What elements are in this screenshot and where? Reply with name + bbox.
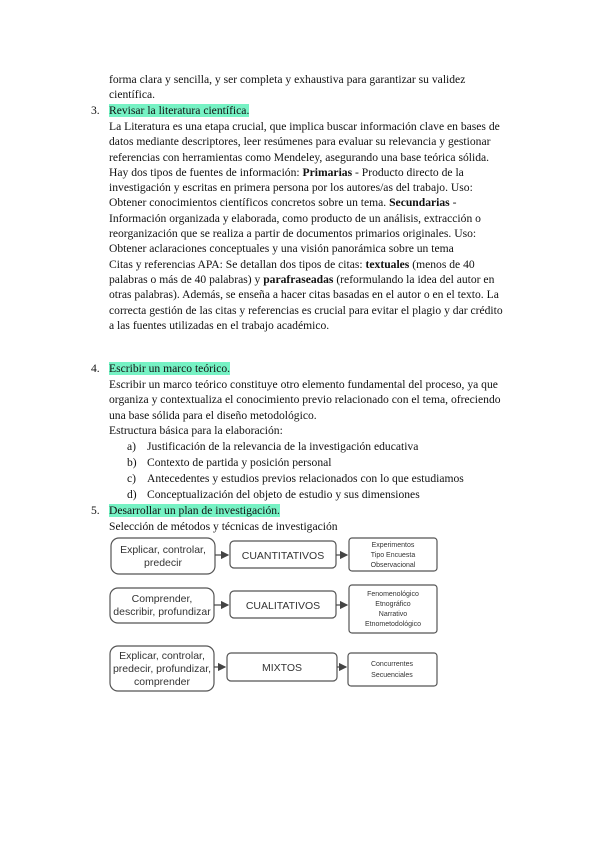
design-text: Etnográfico xyxy=(375,601,411,608)
text-line: Escribir un marco teórico constituye otro elemento fundamental del proceso, ya que xyxy=(109,378,498,391)
secundarias-term: Secundarias xyxy=(389,196,450,210)
text-line: Hay dos tipos de fuentes de información: Primarias - Producto directo de la xyxy=(109,165,464,179)
design-text: Experimentos xyxy=(371,542,415,549)
purpose-text: Explicar, controlar, xyxy=(120,544,206,556)
section-5-title: Desarrollar un plan de investigación. xyxy=(109,504,280,517)
section-4-heading xyxy=(109,361,230,376)
section-5-number: 5. xyxy=(91,504,100,517)
text-line: Citas y referencias APA: Se detallan dos tipos de citas: textuales (menos de 40 xyxy=(109,257,475,271)
design-text: Observacional xyxy=(370,562,416,569)
diagram-row-mixed xyxy=(110,646,437,691)
list-item: d) Conceptualización del objeto de estudio y sus dimensiones xyxy=(127,488,420,501)
section-3-heading xyxy=(109,103,249,118)
section-4-title: Escribir un marco teórico. xyxy=(109,362,231,375)
primarias-term: Primarias xyxy=(302,165,353,179)
text-line: palabras o más de 40 palabras) y parafraseadas (reformulando la idea del autor en xyxy=(109,272,495,286)
section-4-number: 4. xyxy=(91,362,100,375)
section-5-heading xyxy=(109,503,280,518)
design-text: Secuenciales xyxy=(371,672,413,679)
text-line: a las fuentes utilizadas en el trabajo académico. xyxy=(109,318,330,332)
section-3-number: 3. xyxy=(91,104,100,117)
method-text: CUALITATIVOS xyxy=(245,600,321,612)
purpose-text: predecir xyxy=(144,557,182,569)
diagram-row-quantitative xyxy=(111,538,437,574)
section-4-body xyxy=(109,377,517,438)
section-3-title: Revisar la literatura científica. xyxy=(109,104,250,117)
text-line: Obtener conocimientos científicos concretos sobre un tema. Secundarias - xyxy=(109,196,457,210)
design-text: Fenomenológico xyxy=(367,591,419,598)
methods-diagram xyxy=(105,533,445,693)
list-item: c) Antecedentes y estudios previos relacionados con lo que estudiamos xyxy=(127,472,464,485)
text-line: datos mediante descriptores, leer resúmenes para evaluar su relevancia y gestionar xyxy=(109,135,491,149)
intro-paragraph xyxy=(109,72,517,103)
purpose-text: predecir, profundizar, xyxy=(112,663,212,675)
design-text: Tipo Encuesta xyxy=(370,552,416,559)
list-item: a) Justificación de la relevancia de la investigación educativa xyxy=(127,440,419,453)
text-line: Obtener aclaraciones conceptuales y una visión panorámica sobre un tema xyxy=(109,242,454,256)
text-line: Información organizada y elaborada, como producto de un análisis, extracción o xyxy=(109,211,481,225)
purpose-text: Comprender, xyxy=(131,593,193,605)
diagram-row-qualitative xyxy=(110,585,437,633)
text-line: científica. xyxy=(109,88,156,102)
method-text: MIXTOS xyxy=(261,662,303,674)
text-line: reorganización que se realiza a partir de documentos primarios originales. Uso: xyxy=(109,227,477,241)
text-line: La Literatura es una etapa crucial, que implica buscar información clave en bases de xyxy=(109,120,500,133)
design-text: Narrativo xyxy=(378,611,408,618)
text-line: investigación y escritas en primera persona por los autores/as del trabajo. Uso: xyxy=(109,181,473,195)
parafraseadas-term: parafraseadas xyxy=(263,272,334,286)
text-line: correcta gestión de las citas y referencias es crucial para evitar el plagio y dar crédito xyxy=(109,303,503,317)
text-line: referencias con herramientas como Mendeley, asegurando una base teórica sólida. xyxy=(109,150,490,164)
text-line: una base sólida para el diseño metodológico. xyxy=(109,408,317,422)
method-text: CUANTITATIVOS xyxy=(241,550,325,562)
text-line: forma clara y sencilla, y ser completa y exhaustiva para garantizar su validez xyxy=(109,73,466,86)
design-text: Etnometodológico xyxy=(364,621,422,628)
text-line: otras palabras). Además, se enseña a hacer citas basadas en el autor o en el texto. La xyxy=(109,288,499,302)
purpose-text: comprender xyxy=(133,676,191,688)
text-line: organiza y contextualiza el conocimiento previo relacionado con el tema, ofreciendo xyxy=(109,393,501,407)
purpose-text: describir, profundizar xyxy=(113,606,211,618)
designs-box xyxy=(348,653,437,686)
textuales-term: textuales xyxy=(365,257,410,271)
design-text: Concurrentes xyxy=(370,661,414,668)
text-line: Estructura básica para la elaboración: xyxy=(109,423,283,437)
list-item: b) Contexto de partida y posición personal xyxy=(127,456,332,469)
section-5-subtitle: Selección de métodos y técnicas de investigación xyxy=(109,520,338,533)
purpose-text: Explicar, controlar, xyxy=(119,650,205,662)
section-3-body xyxy=(109,119,517,333)
